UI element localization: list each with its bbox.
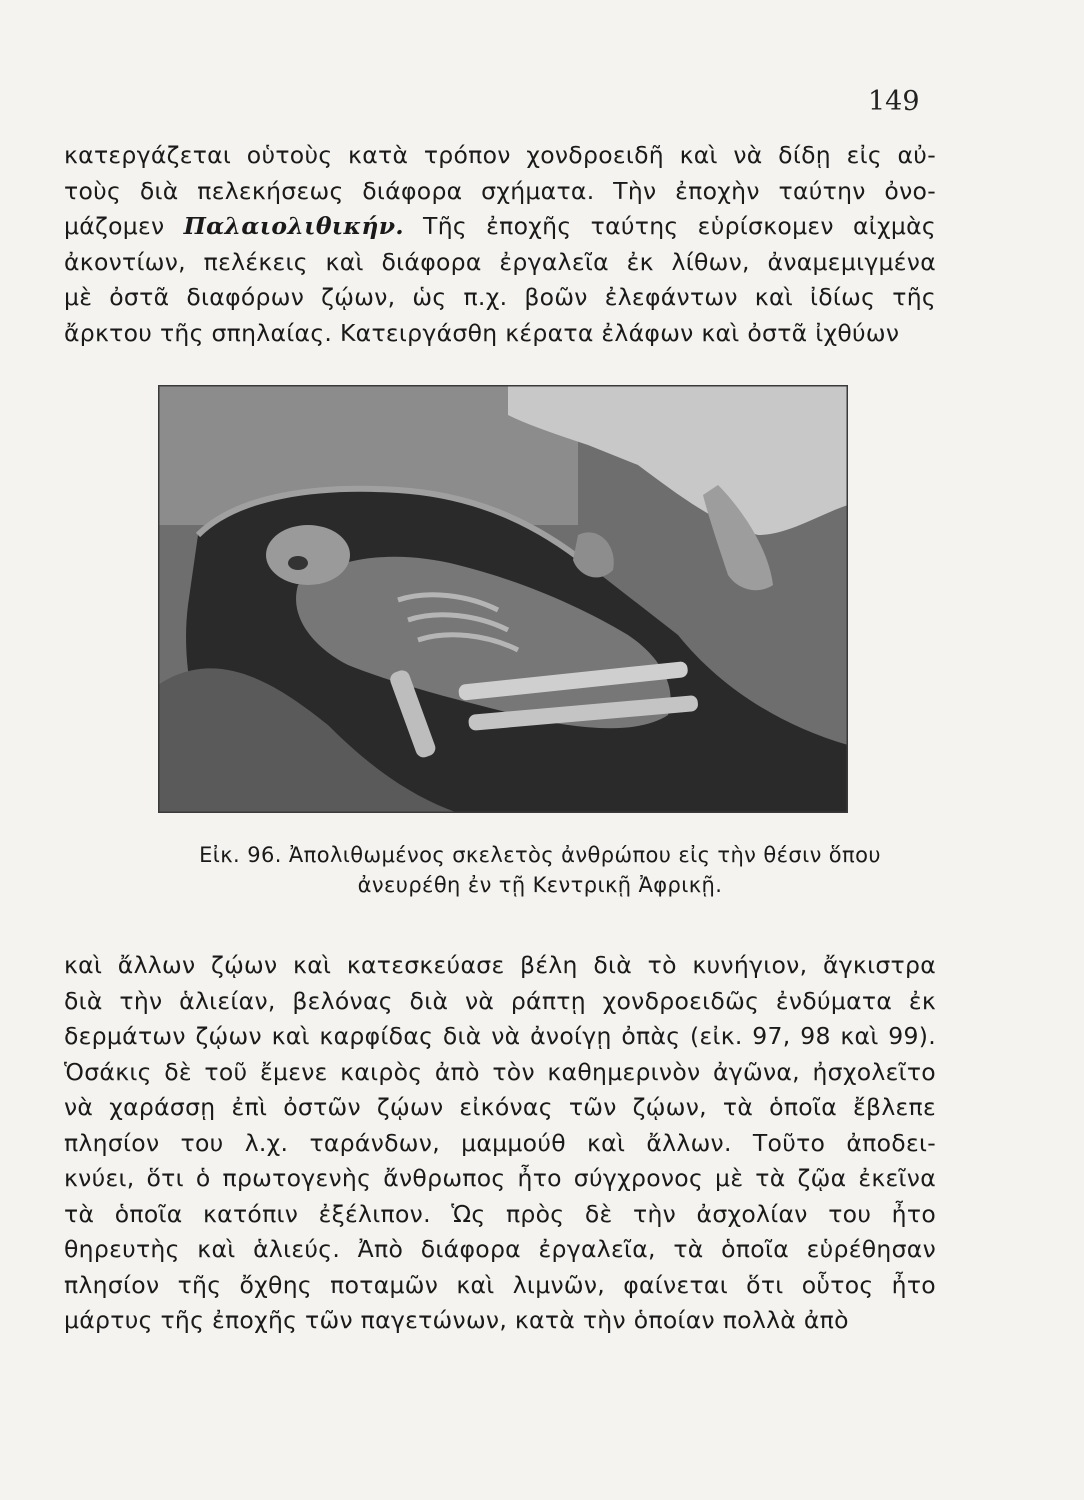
- photo-drawing: [158, 385, 848, 813]
- bottom-paragraph: [64, 948, 936, 1339]
- figure-caption-line1: Εἰκ. 96. Ἀπολιθωμένος σκελετὸς ἀνθρώπου εἰς τὴν θέσιν ὅπου: [199, 843, 881, 867]
- emphasized-term: Παλαιολιθικήν.: [183, 212, 404, 240]
- text-line: τοὺς διὰ πελεκήσεως διάφορα σχήματα. Τὴν ἐποχὴν ταύτην ὀνο-: [64, 176, 936, 205]
- text-fragment: μάζομεν: [64, 212, 184, 240]
- text-line: κατεργάζεται οὑτοὺς κατὰ τρόπον χονδροειδῆ καὶ νὰ δίδῃ εἰς αὐ-: [64, 141, 936, 169]
- text-line: μάρτυς τῆς ἐποχῆς τῶν παγετώνων, κατὰ τὴν ὁποίαν πολλὰ ἀπὸ: [64, 1306, 849, 1334]
- text-line: τὰ ὁποῖα κατόπιν ἐξέλιπον. Ὡς πρὸς δὲ τὴν ἀσχολίαν του ἦτο: [64, 1199, 936, 1228]
- text-line: καὶ ἄλλων ζῴων καὶ κατεσκεύασε βέλη διὰ τὸ κυνήγιον, ἄγκιστρα: [64, 951, 936, 979]
- eye-socket: [288, 556, 308, 570]
- text-line: πλησίον του λ.χ. ταράνδων, μαμμούθ καὶ ἄλλων. Τοῦτο ἀποδει-: [64, 1128, 936, 1157]
- page-number: 149: [868, 86, 920, 117]
- text-line: Ὁσάκις δὲ τοῦ ἔμενε καιρὸς ἀπὸ τὸν καθημερινὸν ἀγῶνα, ἠσχολεῖτο: [64, 1057, 936, 1086]
- text-line: θηρευτὴς καὶ ἁλιεύς. Ἀπὸ διάφορα ἐργαλεῖα, τὰ ὁποῖα εὑρέθησαν: [64, 1235, 936, 1263]
- text-line: κνύει, ὅτι ὁ πρωτογενὴς ἄνθρωπος ἦτο σύγχρονος μὲ τὰ ζῷα ἐκεῖνα: [64, 1164, 936, 1192]
- text-line: νὰ χαράσσῃ ἐπὶ ὀστῶν ζῴων εἰκόνας τῶν ζῴων, τὰ ὁποῖα ἔβλεπε: [64, 1093, 936, 1121]
- text-line: [64, 209, 936, 245]
- skull: [266, 525, 350, 585]
- text-line: διὰ τὴν ἁλιείαν, βελόνας διὰ νὰ ράπτῃ χονδροειδῶς ἐνδύματα ἐκ: [64, 986, 936, 1015]
- figure-caption-line2: ἀνευρέθη ἐν τῇ Κεντρικῇ Ἀφρικῇ.: [357, 873, 723, 897]
- text-line: πλησίον τῆς ὄχθης ποταμῶν καὶ λιμνῶν, φαίνεται ὅτι οὗτος ἦτο: [64, 1270, 936, 1299]
- text-fragment: Τῆς ἐποχῆς ταύτης εὑρίσκομεν αἰχμὰς: [403, 212, 936, 240]
- top-paragraph: [64, 138, 936, 351]
- text-line: δερμάτων ζῴων καὶ καρφίδας διὰ νὰ ἀνοίγῃ ὀπὰς (εἰκ. 97, 98 καὶ 99).: [64, 1022, 936, 1050]
- text-line: ἀκοντίων, πελέκεις καὶ διάφορα ἐργαλεῖα ἐκ λίθων, ἀναμεμιγμένα: [64, 247, 936, 276]
- text-line: μὲ ὀστᾶ διαφόρων ζῴων, ὡς π.χ. βοῶν ἐλεφάντων καὶ ἰδίως τῆς: [64, 283, 936, 311]
- text-line: ἄρκτου τῆς σπηλαίας. Κατειργάσθη κέρατα ἐλάφων καὶ ὀστᾶ ἰχθύων: [64, 318, 900, 347]
- skeleton-photograph: [158, 385, 848, 813]
